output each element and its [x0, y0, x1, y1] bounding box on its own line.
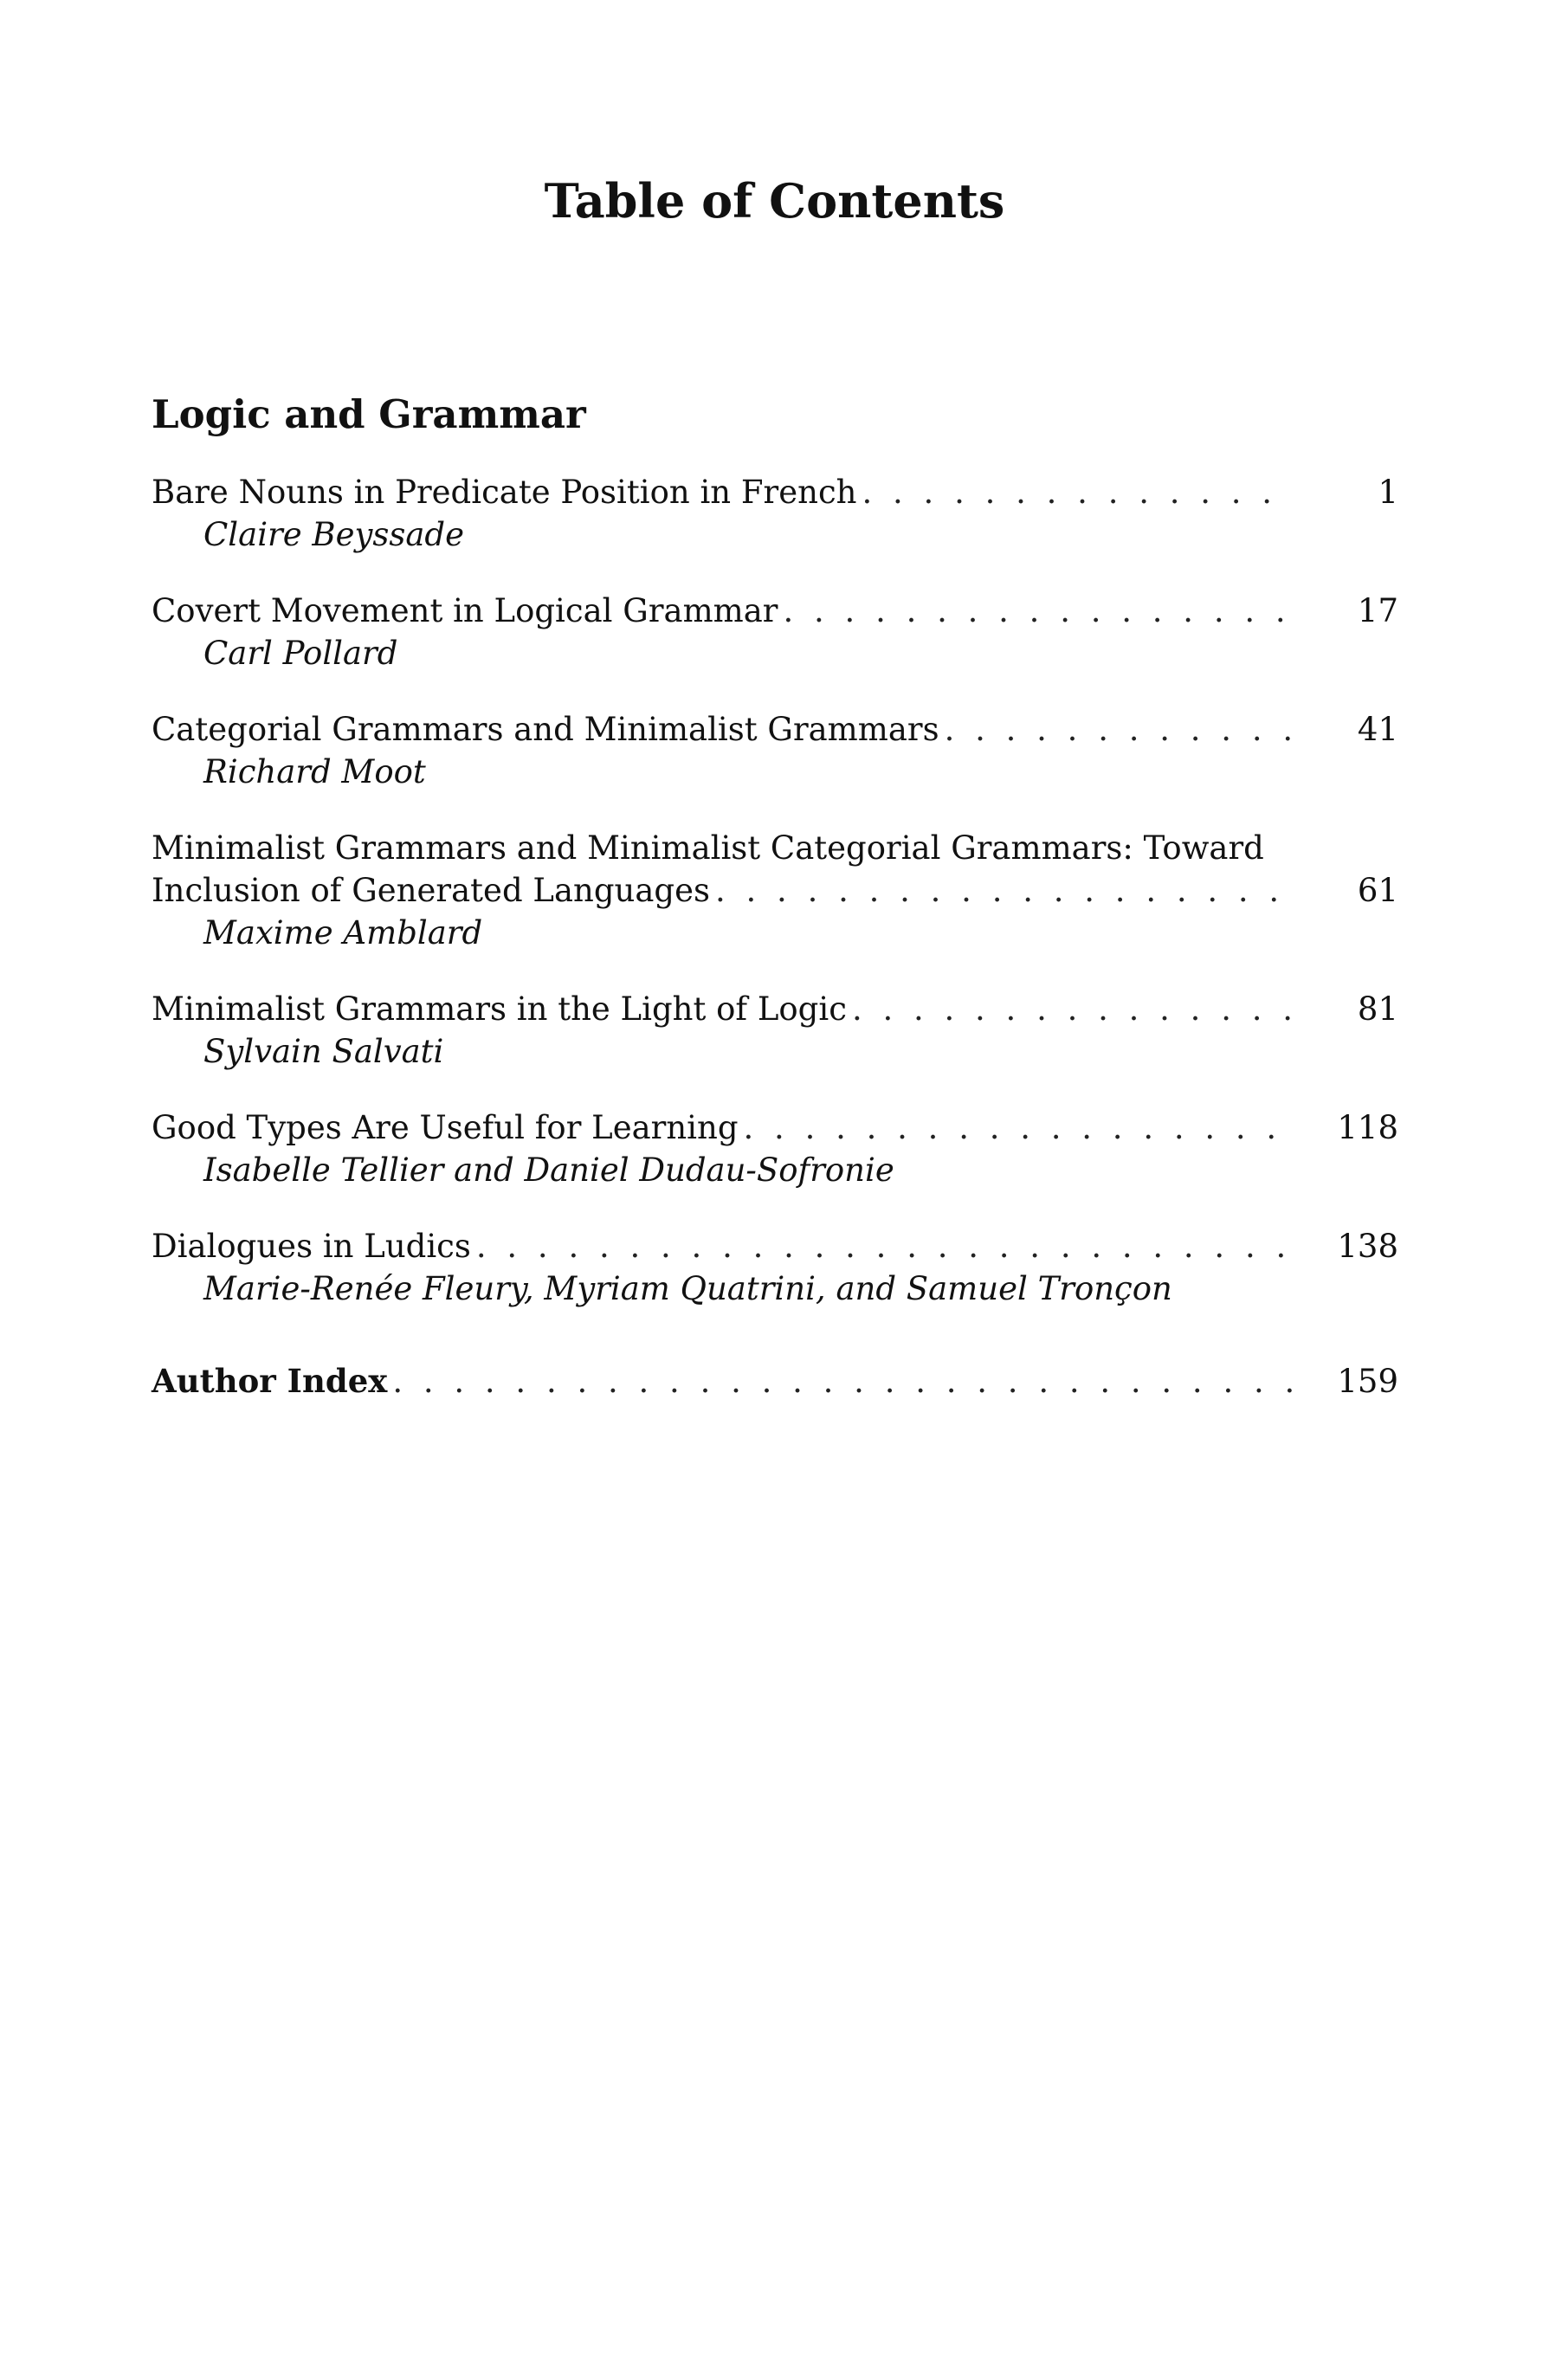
toc-entry-page: 118 — [1337, 1109, 1398, 1146]
toc-entry[interactable] — [152, 1225, 1398, 1310]
toc-entry-page: 81 — [1357, 990, 1398, 1028]
toc-entry-page: 61 — [1357, 872, 1398, 909]
toc-entry-authors: Carl Pollard — [203, 635, 398, 672]
toc-entry-title: Minimalist Grammars in the Light of Logic — [152, 990, 847, 1028]
toc-entry[interactable] — [152, 988, 1398, 1073]
toc-entry-title: Minimalist Grammars and Minimalist Categorial Grammars: Toward — [152, 829, 1264, 867]
author-index-page: 159 — [1337, 1363, 1398, 1400]
toc-entry-page: 138 — [1337, 1228, 1398, 1265]
dot-leader — [392, 1360, 1294, 1403]
toc-entry-page: 17 — [1357, 592, 1398, 629]
dot-leader — [852, 988, 1294, 1030]
toc-entry-title-row — [152, 988, 1398, 1030]
toc-entry-title-row — [152, 1225, 1398, 1267]
toc-entry-authors: Marie-Renée Fleury, Myriam Quatrini, and Samuel Tronçon — [203, 1270, 1172, 1307]
toc-entry-title-row — [152, 869, 1398, 912]
dot-leader — [945, 708, 1294, 751]
toc-entry[interactable] — [152, 827, 1398, 954]
toc-entry-page: 1 — [1378, 474, 1398, 511]
toc-entry-title: Good Types Are Useful for Learning — [152, 1109, 739, 1146]
toc-entry-title-row — [152, 708, 1398, 751]
toc-entry-title-row — [152, 590, 1398, 632]
toc-entry-authors: Claire Beyssade — [203, 516, 464, 553]
dot-leader — [476, 1225, 1294, 1267]
toc-entry-authors: Sylvain Salvati — [203, 1033, 444, 1070]
toc-entry[interactable] — [152, 708, 1398, 793]
toc-entry-title: Categorial Grammars and Minimalist Grammars — [152, 711, 939, 748]
toc-entry-title-row — [152, 471, 1398, 513]
toc-entry-authors: Maxime Amblard — [203, 914, 483, 951]
page-title: Table of Contents — [544, 173, 1005, 229]
dot-leader — [744, 1106, 1294, 1149]
toc-entry-title-row — [152, 827, 1398, 869]
toc-entry[interactable] — [152, 590, 1398, 674]
author-index-label: Author Index — [152, 1362, 388, 1400]
toc-entry-title: Dialogues in Ludics — [152, 1228, 471, 1265]
toc-entry-title-continued: Inclusion of Generated Languages — [152, 872, 710, 909]
toc-entry-authors: Isabelle Tellier and Daniel Dudau-Sofronie — [203, 1151, 894, 1189]
dot-leader — [784, 590, 1295, 632]
toc-list — [152, 471, 1398, 1436]
author-index-entry[interactable] — [152, 1360, 1398, 1403]
toc-entry[interactable] — [152, 1106, 1398, 1191]
dot-leader — [862, 471, 1294, 513]
toc-entry-authors: Richard Moot — [203, 753, 426, 790]
toc-entry-title: Covert Movement in Logical Grammar — [152, 592, 778, 629]
toc-entry-page: 41 — [1357, 711, 1398, 748]
dot-leader — [715, 869, 1294, 912]
section-title: Logic and Grammar — [152, 391, 586, 437]
toc-entry[interactable] — [152, 471, 1398, 556]
toc-entry-title: Bare Nouns in Predicate Position in French — [152, 474, 857, 511]
toc-entry-title-row — [152, 1106, 1398, 1149]
author-index-row — [152, 1360, 1398, 1403]
